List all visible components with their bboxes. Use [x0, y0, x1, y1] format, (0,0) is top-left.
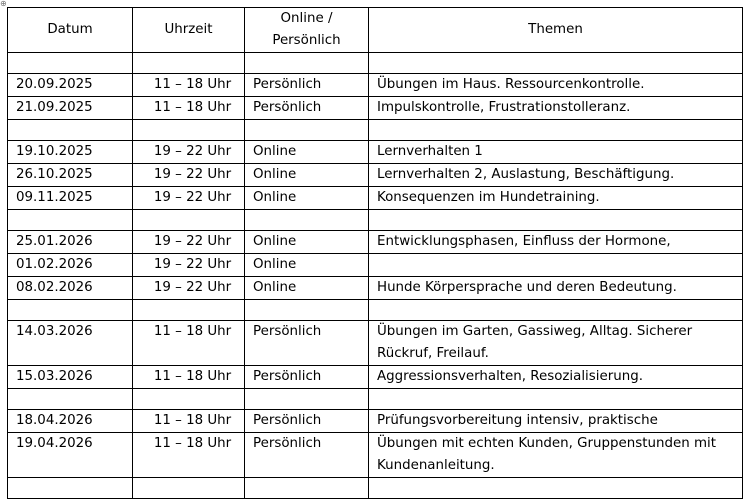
cell-modus: Online — [245, 187, 369, 210]
table-row — [8, 187, 743, 210]
cell-uhrzeit — [133, 53, 245, 74]
cell-themen: Prüfungsvorbereitung intensiv, praktische — [369, 410, 743, 433]
cell-uhrzeit: 11 – 18 Uhr — [133, 366, 245, 389]
cell-uhrzeit: 19 – 22 Uhr — [133, 277, 245, 300]
cell-datum — [8, 389, 133, 410]
cell-themen — [369, 300, 743, 321]
table-spacer-row — [8, 53, 743, 74]
cell-uhrzeit: 11 – 18 Uhr — [133, 410, 245, 433]
cell-themen — [369, 389, 743, 410]
cell-datum: 14.03.2026 — [8, 321, 133, 366]
cell-uhrzeit: 19 – 22 Uhr — [133, 231, 245, 254]
cell-themen — [369, 210, 743, 231]
cell-uhrzeit: 19 – 22 Uhr — [133, 141, 245, 164]
cell-uhrzeit — [133, 210, 245, 231]
cell-datum — [8, 53, 133, 74]
cell-modus — [245, 53, 369, 74]
cell-datum: 01.02.2026 — [8, 254, 133, 277]
cell-themen: Konsequenzen im Hundetraining. — [369, 187, 743, 210]
table-row — [8, 410, 743, 433]
table-row — [8, 97, 743, 120]
cell-uhrzeit: 11 – 18 Uhr — [133, 321, 245, 366]
cell-uhrzeit: 11 – 18 Uhr — [133, 433, 245, 478]
table-spacer-row — [8, 300, 743, 321]
cell-datum — [8, 300, 133, 321]
table-row — [8, 164, 743, 187]
cell-modus — [245, 389, 369, 410]
cell-uhrzeit — [133, 389, 245, 410]
table-row — [8, 74, 743, 97]
header-modus-line1: Online / — [280, 11, 333, 26]
table-spacer-row — [8, 478, 743, 499]
cell-datum: 20.09.2025 — [8, 74, 133, 97]
cell-modus: Persönlich — [245, 366, 369, 389]
cell-modus — [245, 210, 369, 231]
table-move-handle-icon[interactable]: ⊕ — [0, 0, 7, 8]
cell-modus: Persönlich — [245, 410, 369, 433]
header-datum: Datum — [8, 8, 133, 53]
cell-modus: Persönlich — [245, 74, 369, 97]
header-themen: Themen — [369, 8, 743, 53]
cell-modus — [245, 300, 369, 321]
cell-themen — [369, 254, 743, 277]
table-spacer-row — [8, 210, 743, 231]
cell-themen: Übungen im Garten, Gassiweg, Alltag. Sicherer Rückruf, Freilauf. — [369, 321, 743, 366]
cell-themen — [369, 53, 743, 74]
cell-datum: 25.01.2026 — [8, 231, 133, 254]
cell-datum: 09.11.2025 — [8, 187, 133, 210]
cell-modus: Online — [245, 277, 369, 300]
header-modus-line2: Persönlich — [272, 33, 341, 48]
cell-themen: Übungen mit echten Kunden, Gruppenstunden mit Kundenanleitung. — [369, 433, 743, 478]
cell-modus: Online — [245, 141, 369, 164]
cell-themen: Aggressionsverhalten, Resozialisierung. — [369, 366, 743, 389]
table-spacer-row — [8, 120, 743, 141]
cell-datum — [8, 210, 133, 231]
cell-datum: 21.09.2025 — [8, 97, 133, 120]
table-row — [8, 366, 743, 389]
cell-modus: Online — [245, 164, 369, 187]
cell-datum: 08.02.2026 — [8, 277, 133, 300]
header-row — [8, 8, 743, 53]
cell-datum: 15.03.2026 — [8, 366, 133, 389]
cell-modus: Persönlich — [245, 97, 369, 120]
table-row — [8, 231, 743, 254]
table-row — [8, 141, 743, 164]
cell-datum: 19.10.2025 — [8, 141, 133, 164]
cell-datum: 19.04.2026 — [8, 433, 133, 478]
cell-modus: Online — [245, 254, 369, 277]
cell-themen: Lernverhalten 1 — [369, 141, 743, 164]
cell-uhrzeit: 11 – 18 Uhr — [133, 97, 245, 120]
cell-uhrzeit: 19 – 22 Uhr — [133, 164, 245, 187]
cell-datum: 18.04.2026 — [8, 410, 133, 433]
cell-datum: 26.10.2025 — [8, 164, 133, 187]
cell-uhrzeit: 19 – 22 Uhr — [133, 254, 245, 277]
table-row — [8, 321, 743, 366]
cell-themen: Lernverhalten 2, Auslastung, Beschäftigung. — [369, 164, 743, 187]
cell-themen: Übungen im Haus. Ressourcenkontrolle. — [369, 74, 743, 97]
schedule-table — [7, 7, 743, 499]
cell-uhrzeit — [133, 478, 245, 499]
cell-uhrzeit — [133, 120, 245, 141]
table-spacer-row — [8, 389, 743, 410]
cell-datum — [8, 478, 133, 499]
cell-themen: Hunde Körpersprache und deren Bedeutung. — [369, 277, 743, 300]
cell-modus: Persönlich — [245, 321, 369, 366]
table-row — [8, 433, 743, 478]
cell-datum — [8, 120, 133, 141]
cell-themen — [369, 120, 743, 141]
cell-modus: Online — [245, 231, 369, 254]
header-modus — [245, 8, 369, 53]
header-uhrzeit: Uhrzeit — [133, 8, 245, 53]
cell-themen — [369, 478, 743, 499]
table-row — [8, 277, 743, 300]
cell-themen: Entwicklungsphasen, Einfluss der Hormone, — [369, 231, 743, 254]
cell-modus — [245, 120, 369, 141]
cell-uhrzeit: 19 – 22 Uhr — [133, 187, 245, 210]
cell-themen: Impulskontrolle, Frustrationstolleranz. — [369, 97, 743, 120]
cell-modus: Persönlich — [245, 433, 369, 478]
table-row — [8, 254, 743, 277]
cell-uhrzeit: 11 – 18 Uhr — [133, 74, 245, 97]
cell-modus — [245, 478, 369, 499]
cell-uhrzeit — [133, 300, 245, 321]
